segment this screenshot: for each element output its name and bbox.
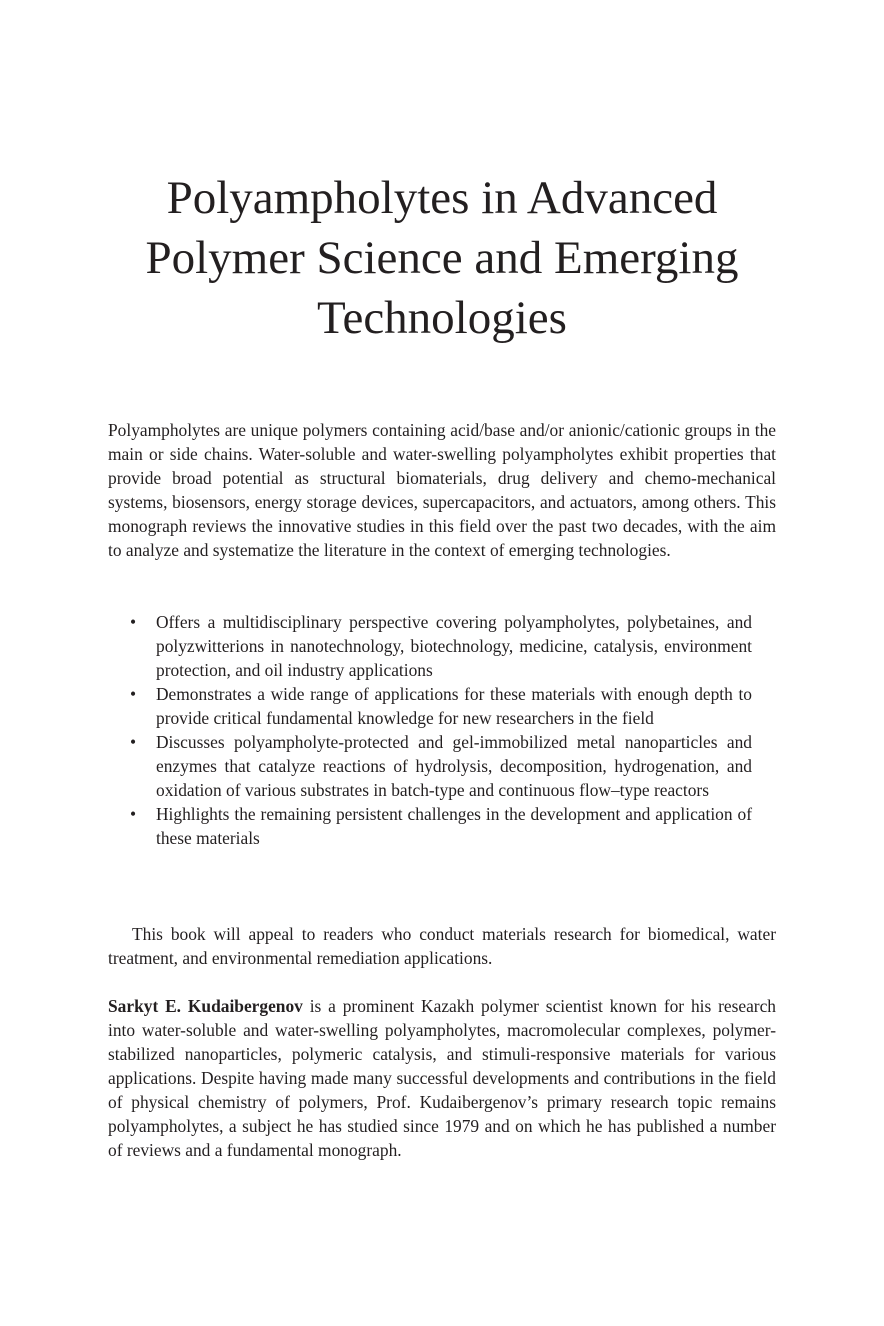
author-bio: is a prominent Kazakh polymer scientist known for his research into water-soluble and water-swelling polyampholytes, macromolecular complexes, polymer-stabilized nanoparticles, polymeric catalysis, and stimuli-responsive materials for various applications. Despite having made many successful developments and contributions in the field of physical chemistry of polymers, Prof. Kudaibergenov’s primary research topic remains polyampholytes, a subject he has studied since 1979 and on which he has published a number of reviews and a fundamental monograph.	[108, 996, 777, 1160]
list-item-text: Offers a multidisciplinary perspective covering polyampholytes, polybetaines, and polyzwitterions in nanotechnology, biotechnology, medicine, catalysis, environment protection, and oil industry applications	[156, 612, 752, 680]
appeal-paragraph: This book will appeal to readers who conduct materials research for biomedical, water treatment, and environmental remediation applications.	[108, 924, 776, 968]
list-item-text: Discusses polyampholyte-protected and gel-immobilized metal nanoparticles and enzymes that catalyze reactions of hydrolysis, decomposition, hydrogenation, and oxidation of various substrates in batch-type and continuous flow–type reactors	[156, 732, 752, 800]
author-name: Sarkyt E. Kudaibergenov	[108, 996, 303, 1016]
title-line: Polyampholytes in Advanced	[166, 172, 718, 224]
list-item-text: Demonstrates a wide range of applications for these materials with enough depth to provide critical fundamental knowledge for new researchers in the field	[156, 684, 752, 728]
list-item	[108, 730, 752, 802]
intro-section	[108, 418, 776, 562]
bullet-icon: •	[130, 732, 137, 752]
bullet-icon: •	[130, 612, 137, 632]
bullet-icon: •	[130, 804, 137, 824]
intro-paragraph: Polyampholytes are unique polymers containing acid/base and/or anionic/cationic groups in the main or side chains. Water-soluble and water-swelling polyampholytes exhibit properties that provide broad potential as structural biomaterials, drug delivery and chemo-mechanical systems, biosensors, energy storage devices, supercapacitors, and actuators, among others. This monograph reviews the innovative studies in this field over the past two decades, with the aim to analyze and systematize the literature in the context of emerging technologies.	[108, 420, 776, 560]
title-line: Technologies	[317, 292, 567, 344]
book-title	[0, 168, 884, 348]
list-item	[108, 682, 752, 730]
appeal-section	[108, 922, 776, 970]
list-item-text: Highlights the remaining persistent challenges in the development and application of these materials	[156, 804, 752, 848]
title-line: Polymer Science and Emerging	[145, 232, 739, 284]
author-section	[108, 994, 776, 1162]
author-paragraph	[108, 994, 776, 1162]
feature-list	[108, 610, 752, 850]
list-item	[108, 610, 752, 682]
list-item	[108, 802, 752, 850]
bullet-icon: •	[130, 684, 137, 704]
